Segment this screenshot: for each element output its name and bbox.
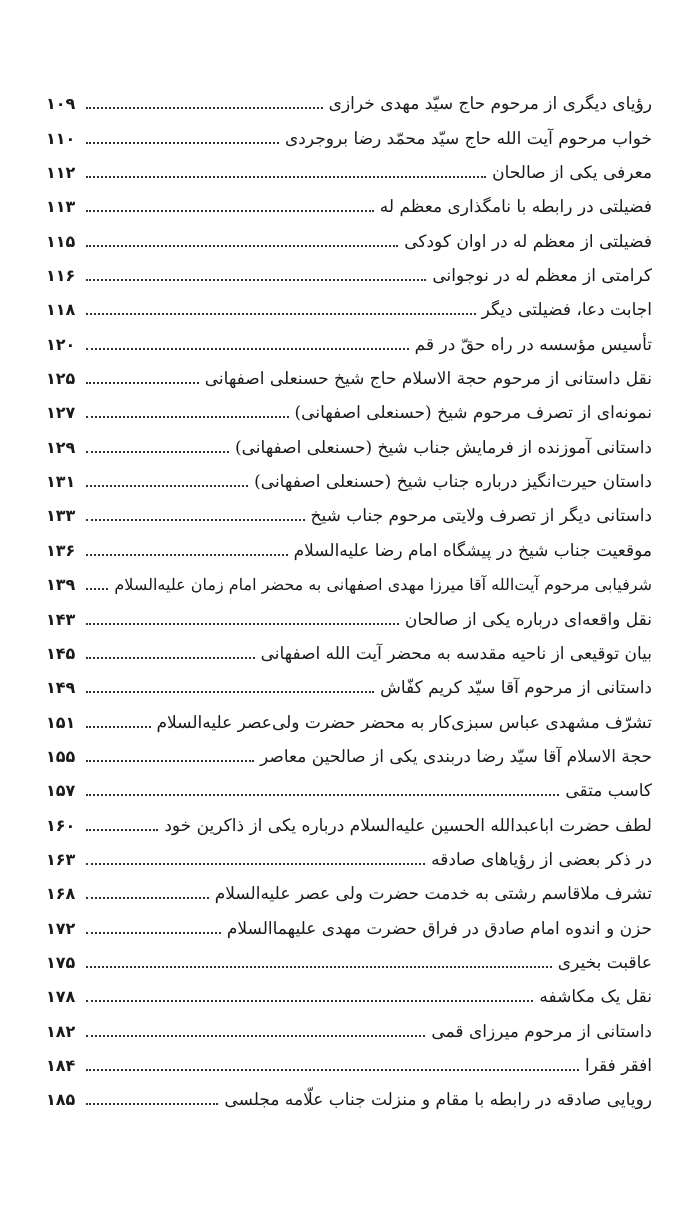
toc-entry-title: کرامتی از معظم له در نوجوانی xyxy=(432,266,652,287)
toc-entry xyxy=(46,562,652,596)
toc-entry-title: داستانی آموزنده از فرمایش جناب شیخ (حسنعلی اصفهانی) xyxy=(235,437,652,458)
toc-entry-page-number: ۱۱۶ xyxy=(46,266,76,286)
dot-leader xyxy=(86,932,221,934)
toc-entry-title: افقر فقرا xyxy=(584,1055,652,1076)
dot-leader xyxy=(86,382,199,384)
toc-entry xyxy=(46,150,652,184)
toc-entry xyxy=(46,218,652,252)
dot-leader xyxy=(86,142,279,144)
toc-entry-title: تشرّف مشهدی عباس سبزی‌کار به محضر حضرت ولی‌عصر علیه‌السلام xyxy=(156,712,652,733)
toc-entry-page-number: ۱۱۲ xyxy=(46,163,76,183)
dot-leader xyxy=(86,863,425,865)
toc-entry-page-number: ۱۵۵ xyxy=(46,746,76,766)
toc-entry-title: شرفیابی مرحوم آیت‌الله آقا میرزا مهدی اصفهانی به محضر امام زمان علیه‌السلام xyxy=(114,575,652,595)
table-of-contents xyxy=(46,81,652,1111)
dot-leader xyxy=(86,279,426,281)
dot-leader xyxy=(86,348,409,350)
dot-leader xyxy=(86,485,248,487)
dot-leader xyxy=(86,313,476,315)
toc-entry xyxy=(46,734,652,768)
toc-entry xyxy=(46,1077,652,1111)
toc-entry xyxy=(46,871,652,905)
dot-leader xyxy=(86,519,305,521)
dot-leader xyxy=(86,176,486,178)
toc-entry xyxy=(46,493,652,527)
dot-leader xyxy=(86,554,288,556)
dot-leader xyxy=(86,416,289,418)
toc-entry-page-number: ۱۶۸ xyxy=(46,884,76,904)
toc-entry-page-number: ۱۶۳ xyxy=(46,849,76,869)
dot-leader xyxy=(86,107,323,109)
toc-entry-title: در ذکر بعضی از رؤیاهای صادقه xyxy=(431,849,652,870)
toc-entry xyxy=(46,596,652,630)
toc-entry-page-number: ۱۲۵ xyxy=(46,369,76,389)
toc-entry xyxy=(46,802,652,836)
toc-entry xyxy=(46,837,652,871)
toc-entry-title: رویایی صادقه در رابطه با مقام و منزلت جناب علّامه مجلسی xyxy=(224,1090,652,1111)
toc-entry-title: کاسب متقی xyxy=(565,781,652,802)
toc-entry-page-number: ۱۴۹ xyxy=(46,678,76,698)
toc-entry xyxy=(46,321,652,355)
dot-leader xyxy=(86,451,229,453)
toc-entry xyxy=(46,424,652,458)
dot-leader xyxy=(86,245,398,247)
toc-entry xyxy=(46,665,652,699)
toc-entry xyxy=(46,81,652,115)
dot-leader xyxy=(86,1069,579,1071)
toc-entry-title: تأسیس مؤسسه در راه حقّ در قم xyxy=(414,334,652,355)
toc-entry-title: داستان حیرت‌انگیز درباره جناب شیخ (حسنعلی اصفهانی) xyxy=(254,472,652,493)
toc-entry-page-number: ۱۸۲ xyxy=(46,1021,76,1041)
dot-leader xyxy=(86,1103,218,1105)
toc-entry-page-number: ۱۲۰ xyxy=(46,334,76,354)
toc-entry-title: فضیلتی در رابطه با نامگذاری معظم له xyxy=(379,197,652,218)
dot-leader xyxy=(86,623,399,625)
toc-entry-page-number: ۱۴۵ xyxy=(46,643,76,663)
toc-entry xyxy=(46,699,652,733)
toc-entry xyxy=(46,184,652,218)
toc-entry xyxy=(46,390,652,424)
dot-leader xyxy=(86,1035,425,1037)
dot-leader xyxy=(86,726,151,728)
toc-entry-page-number: ۱۱۰ xyxy=(46,128,76,148)
toc-entry xyxy=(46,253,652,287)
dot-leader xyxy=(86,691,374,693)
toc-entry-title: داستانی دیگر از تصرف ولایتی مرحوم جناب شیخ xyxy=(310,506,652,527)
dot-leader xyxy=(86,760,254,762)
dot-leader xyxy=(86,1000,533,1002)
toc-entry-page-number: ۱۸۵ xyxy=(46,1090,76,1110)
toc-entry xyxy=(46,459,652,493)
toc-entry xyxy=(46,527,652,561)
toc-entry xyxy=(46,974,652,1008)
toc-entry-title: داستانی از مرحوم آقا سیّد کریم کفّاش xyxy=(380,678,652,699)
toc-entry-title: حزن و اندوه امام صادق در فراق حضرت مهدی علیهما‌السلام xyxy=(226,918,652,939)
toc-entry-page-number: ۱۵۱ xyxy=(46,712,76,732)
toc-entry-page-number: ۱۶۰ xyxy=(46,815,76,835)
toc-entry xyxy=(46,905,652,939)
toc-entry xyxy=(46,940,652,974)
toc-entry-page-number: ۱۲۷ xyxy=(46,403,76,423)
toc-entry-title: موقعیت جناب شیخ در پیشگاه امام رضا علیه‌السلام xyxy=(293,540,652,561)
toc-entry-title: لطف حضرت اباعبدالله الحسین علیه‌السلام درباره یکی از ذاکرین خود xyxy=(164,815,652,836)
toc-entry-page-number: ۱۱۸ xyxy=(46,300,76,320)
dot-leader xyxy=(86,657,255,659)
toc-entry xyxy=(46,768,652,802)
toc-entry-title: حجة الاسلام آقا سیّد رضا دربندی یکی از صالحین معاصر xyxy=(260,746,652,767)
toc-entry-title: فضیلتی از معظم له در اوان کودکی xyxy=(404,231,652,252)
toc-entry xyxy=(46,1008,652,1042)
toc-entry-title: بیان توقیعی از ناحیه مقدسه به محضر آیت الله اصفهانی xyxy=(260,643,652,664)
toc-entry-page-number: ۱۳۱ xyxy=(46,472,76,492)
toc-entry-page-number: ۱۸۴ xyxy=(46,1055,76,1075)
toc-entry-page-number: ۱۰۹ xyxy=(46,94,76,114)
toc-entry-title: معرفی یکی از صالحان xyxy=(492,163,652,184)
toc-entry-title: نقل واقعه‌ای درباره یکی از صالحان xyxy=(404,609,652,630)
dot-leader xyxy=(86,829,158,831)
toc-entry xyxy=(46,631,652,665)
toc-entry-title: نقل یک مکاشفه xyxy=(539,987,652,1008)
toc-entry xyxy=(46,287,652,321)
dot-leader xyxy=(86,588,108,590)
toc-entry-page-number: ۱۱۳ xyxy=(46,197,76,217)
toc-entry-title: خواب مرحوم آیت الله حاج سیّد محمّد رضا بروجردی xyxy=(284,128,652,149)
toc-entry-page-number: ۱۳۹ xyxy=(46,575,76,595)
dot-leader xyxy=(86,210,374,212)
toc-entry-title: نقل داستانی از مرحوم حجة الاسلام حاج شیخ حسنعلی اصفهانی xyxy=(204,369,652,390)
toc-entry-page-number: ۱۳۳ xyxy=(46,506,76,526)
toc-entry-page-number: ۱۱۵ xyxy=(46,231,76,251)
dot-leader xyxy=(86,897,209,899)
toc-entry-title: اجابت دعا، فضیلتی دیگر xyxy=(481,300,652,321)
toc-entry-page-number: ۱۷۸ xyxy=(46,987,76,1007)
dot-leader xyxy=(86,794,559,796)
toc-entry xyxy=(46,356,652,390)
toc-entry-page-number: ۱۲۹ xyxy=(46,437,76,457)
toc-entry-title: رؤیای دیگری از مرحوم حاج سیّد مهدی خرازی xyxy=(328,94,652,115)
toc-entry-page-number: ۱۴۳ xyxy=(46,609,76,629)
toc-entry xyxy=(46,115,652,149)
toc-entry-page-number: ۱۷۲ xyxy=(46,918,76,938)
toc-entry-page-number: ۱۳۶ xyxy=(46,540,76,560)
toc-entry-page-number: ۱۵۷ xyxy=(46,781,76,801)
toc-entry-title: نمونه‌ای از تصرف مرحوم شیخ (حسنعلی اصفهانی) xyxy=(294,403,652,424)
toc-entry-page-number: ۱۷۵ xyxy=(46,952,76,972)
toc-entry xyxy=(46,1043,652,1077)
dot-leader xyxy=(86,966,552,968)
toc-entry-title: عاقبت بخیری xyxy=(557,952,652,973)
toc-entry-title: داستانی از مرحوم میرزای قمی xyxy=(431,1021,652,1042)
toc-entry-title: تشرف ملاقاسم رشتی به خدمت حضرت ولی عصر علیه‌السلام xyxy=(214,884,652,905)
